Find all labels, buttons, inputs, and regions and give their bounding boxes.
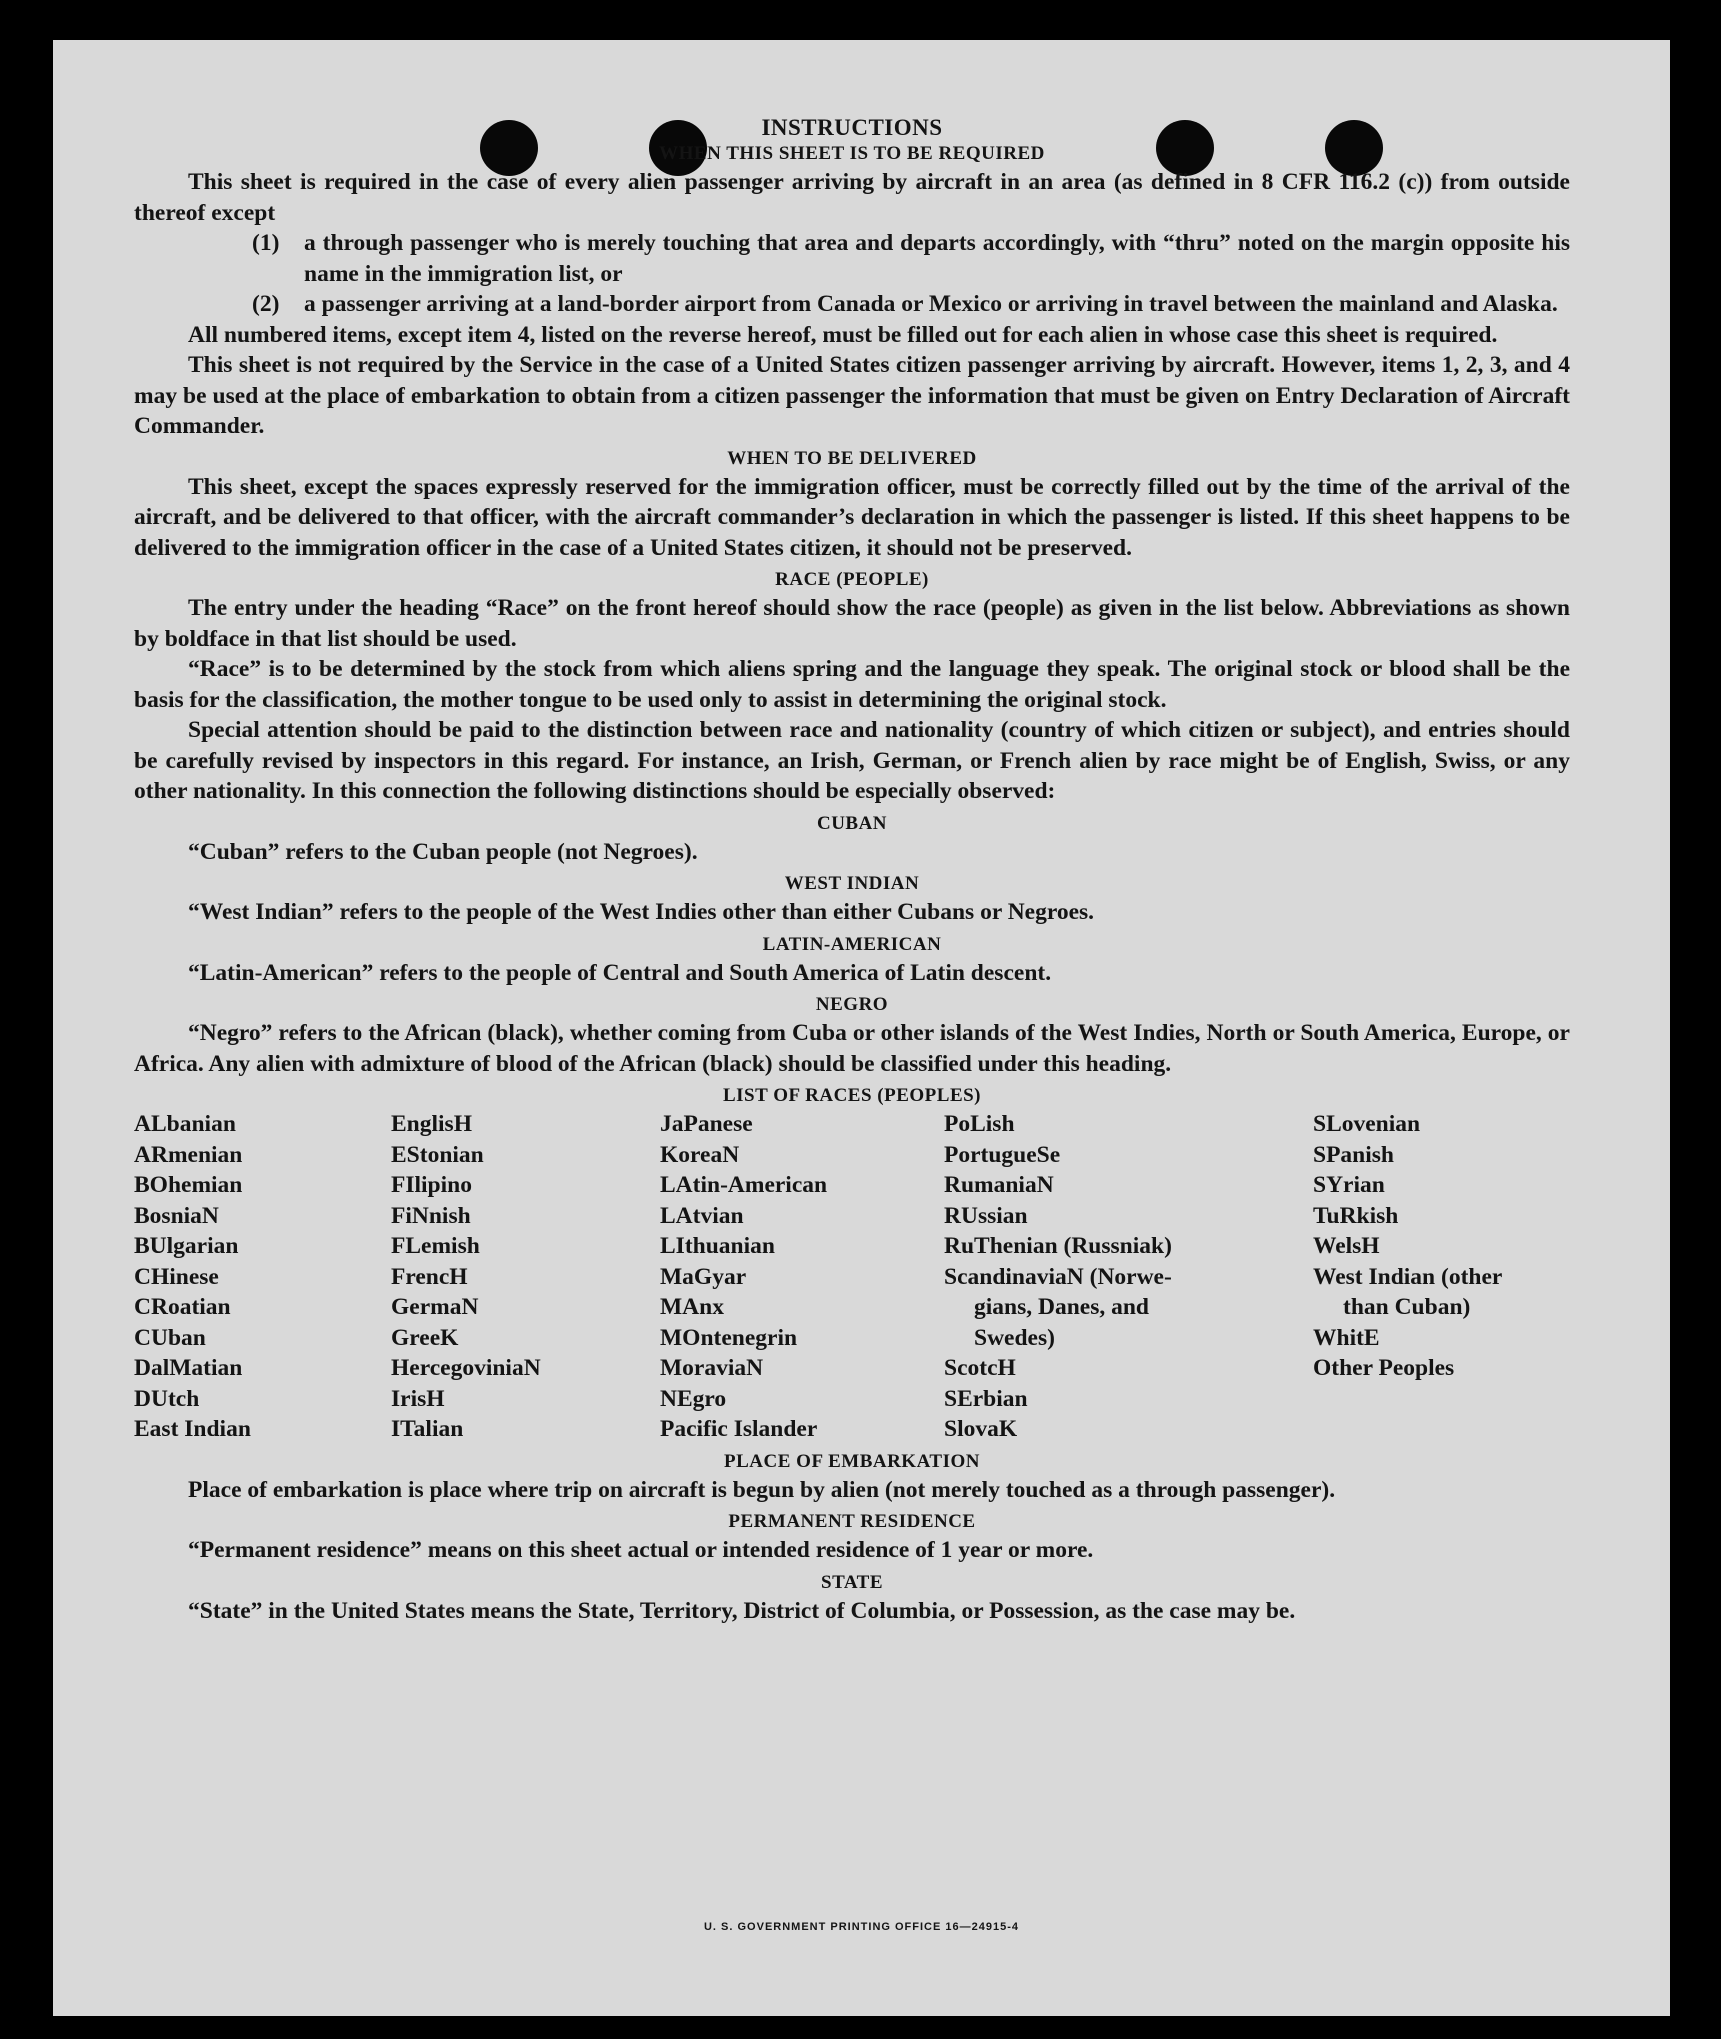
section-heading: CUBAN xyxy=(816,812,888,834)
race-entry: EnglisH xyxy=(391,1111,472,1137)
paragraph: Special attention should be paid to the distinction between race and nationality (country of which citizen or subject), and entries should be carefully revised by inspectors in this regard. For instance, an Irish, German, or French alien by race might be of English, Swiss, or any other nationality. In this connection the following distinctions should be especially observed: xyxy=(134,717,1570,804)
list-item xyxy=(252,289,1570,320)
race-entry: SErbian xyxy=(944,1385,1028,1412)
race-entry: RumaniaN xyxy=(944,1172,1054,1198)
paragraph: All numbered items, except item 4, listed on the reverse hereof, must be filled out for each alien in whose case this sheet is required. xyxy=(188,321,1498,348)
race-entry: LAtvian xyxy=(660,1202,744,1229)
race-entry: PortugueSe xyxy=(944,1141,1061,1168)
race-list xyxy=(134,1109,1570,1445)
paragraph: “Negro” refers to the African (black), whether coming from Cuba or other islands of the West Indies, North or South America, Europe, or Africa. Any alien with admixture of blood of the African (black) should be classified under this heading. xyxy=(134,1020,1570,1077)
race-entry: FrencH xyxy=(391,1263,468,1290)
item-text: a passenger arriving at a land-border airport from Canada or Mexico or arriving in travel between the mainland and Alaska. xyxy=(304,291,1558,317)
race-entry: JaPanese xyxy=(660,1111,753,1137)
race-entry: LAtin-American xyxy=(660,1172,828,1198)
race-entry: ScandinaviaN (Norwe- xyxy=(944,1263,1172,1290)
section-heading: STATE xyxy=(821,1571,883,1593)
race-entry: EStonian xyxy=(391,1141,484,1168)
item-number: (1) xyxy=(252,230,280,256)
race-column xyxy=(660,1109,944,1445)
race-entry: ALbanian xyxy=(134,1111,236,1137)
race-entry: CUban xyxy=(134,1324,206,1351)
race-entry: LIthuanian xyxy=(660,1233,775,1259)
list-item xyxy=(252,228,1570,289)
race-entry: KoreaN xyxy=(660,1141,740,1168)
race-entry: West Indian (other xyxy=(1313,1263,1503,1290)
paragraph: “Latin-American” refers to the people of Central and South America of Latin descent. xyxy=(188,959,1052,986)
race-entry: RUssian xyxy=(944,1202,1028,1229)
race-entry: BosniaN xyxy=(134,1202,219,1229)
paragraph: “Cuban” refers to the Cuban people (not Negroes). xyxy=(188,838,698,865)
page-title: INSTRUCTIONS xyxy=(761,115,943,140)
section-heading: LATIN-AMERICAN xyxy=(762,933,942,955)
race-column xyxy=(134,1109,391,1445)
section-heading: LIST OF RACES (PEOPLES) xyxy=(722,1085,982,1106)
race-entry: East Indian xyxy=(134,1416,251,1442)
race-entry: IrisH xyxy=(391,1385,445,1412)
race-entry: MAnx xyxy=(660,1294,724,1320)
race-entry: CRoatian xyxy=(134,1294,231,1320)
race-entry: SYrian xyxy=(1313,1172,1385,1198)
race-entry: SlovaK xyxy=(944,1416,1018,1442)
paragraph: “State” in the United States means the State, Territory, District of Columbia, or Possession, as the case may be. xyxy=(188,1597,1296,1624)
race-entry: HercegoviniaN xyxy=(391,1355,541,1381)
race-entry: Swedes) xyxy=(974,1324,1055,1351)
race-entry: BUlgarian xyxy=(134,1233,239,1259)
race-entry: SPanish xyxy=(1313,1141,1394,1168)
race-entry: NEgro xyxy=(660,1385,727,1412)
section-heading: NEGRO xyxy=(815,994,889,1015)
section-heading: PLACE OF EMBARKATION xyxy=(724,1450,980,1472)
race-entry: FIlipino xyxy=(391,1172,472,1198)
race-column xyxy=(944,1109,1313,1445)
printer-footer: U. S. GOVERNMENT PRINTING OFFICE 16—24915-4 xyxy=(703,1921,1019,1933)
item-number: (2) xyxy=(252,291,280,317)
race-entry: DalMatian xyxy=(134,1355,243,1381)
race-column xyxy=(1313,1109,1570,1445)
paragraph: “Permanent residence” means on this sheet actual or intended residence of 1 year or more. xyxy=(188,1537,1094,1563)
race-entry: gians, Danes, and xyxy=(974,1294,1149,1320)
race-entry: TuRkish xyxy=(1313,1202,1399,1229)
paragraph: The entry under the heading “Race” on the front hereof should show the race (people) as given in the list below. Abbreviations as shown by boldface in that list should be used. xyxy=(134,595,1570,652)
race-entry: MaGyar xyxy=(660,1263,747,1290)
race-column xyxy=(391,1109,660,1445)
race-entry: Pacific Islander xyxy=(660,1416,818,1442)
race-entry: FiNnish xyxy=(391,1202,471,1229)
race-entry: MOntenegrin xyxy=(660,1324,798,1351)
race-entry: ScotcH xyxy=(944,1355,1016,1381)
paragraph: “Race” is to be determined by the stock from which aliens spring and the language they speak. The original stock or blood shall be the basis for the classification, the mother tongue to be used only to assist in determining the original stock. xyxy=(134,656,1570,713)
race-entry: ARmenian xyxy=(134,1141,243,1168)
section-heading: PERMANENT RESIDENCE xyxy=(728,1511,976,1532)
instructions-body xyxy=(134,115,1570,1626)
paragraph: This sheet, except the spaces expressly reserved for the immigration officer, must be correctly filled out by the time of the arrival of the aircraft, and be delivered to that officer, with the aircraft commander’s declaration in which the passenger is listed. If this sheet happens to be delivered to the immigration officer in the case of a United States citizen, it should not be preserved. xyxy=(134,473,1570,561)
section-heading: WHEN TO BE DELIVERED xyxy=(727,447,977,469)
section-heading: WHEN THIS SHEET IS TO BE REQUIRED xyxy=(659,143,1045,164)
section-heading: RACE (PEOPLE) xyxy=(775,569,929,590)
item-text: a through passenger who is merely touching that area and departs accordingly, with “thru” noted on the margin opposite his name in the immigration list, or xyxy=(304,230,1570,287)
race-entry: Other Peoples xyxy=(1313,1355,1455,1381)
race-entry: SLovenian xyxy=(1313,1111,1421,1137)
race-entry: FLemish xyxy=(391,1233,480,1259)
race-entry: PoLish xyxy=(944,1111,1015,1137)
paragraph: This sheet is not required by the Service in the case of a United States citizen passenger arriving by aircraft. However, items 1, 2, 3, and 4 may be used at the place of embarkation to obtain from a citizen passenger the information that must be given on Entry Declaration of Aircraft Commander. xyxy=(134,352,1570,439)
race-entry: GreeK xyxy=(391,1324,459,1351)
race-entry: than Cuban) xyxy=(1343,1294,1471,1320)
paragraph: This sheet is required in the case of every alien passenger arriving by aircraft in an area (as defined in 8 CFR 116.2 (c)) from outside thereof except xyxy=(134,169,1570,226)
race-entry: ITalian xyxy=(391,1416,464,1442)
race-entry: WhitE xyxy=(1313,1324,1380,1351)
race-entry: BOhemian xyxy=(134,1172,243,1198)
race-entry: DUtch xyxy=(134,1385,200,1412)
race-entry: GermaN xyxy=(391,1294,479,1320)
paragraph: Place of embarkation is place where trip on aircraft is begun by alien (not merely touched as a through passenger). xyxy=(188,1476,1336,1503)
race-entry: RuThenian (Russniak) xyxy=(944,1233,1172,1259)
race-entry: WelsH xyxy=(1313,1233,1380,1259)
paragraph: “West Indian” refers to the people of the West Indies other than either Cubans or Negroes. xyxy=(188,899,1095,925)
race-entry: MoraviaN xyxy=(660,1355,764,1381)
section-heading: WEST INDIAN xyxy=(784,873,920,894)
race-entry: CHinese xyxy=(134,1263,219,1290)
